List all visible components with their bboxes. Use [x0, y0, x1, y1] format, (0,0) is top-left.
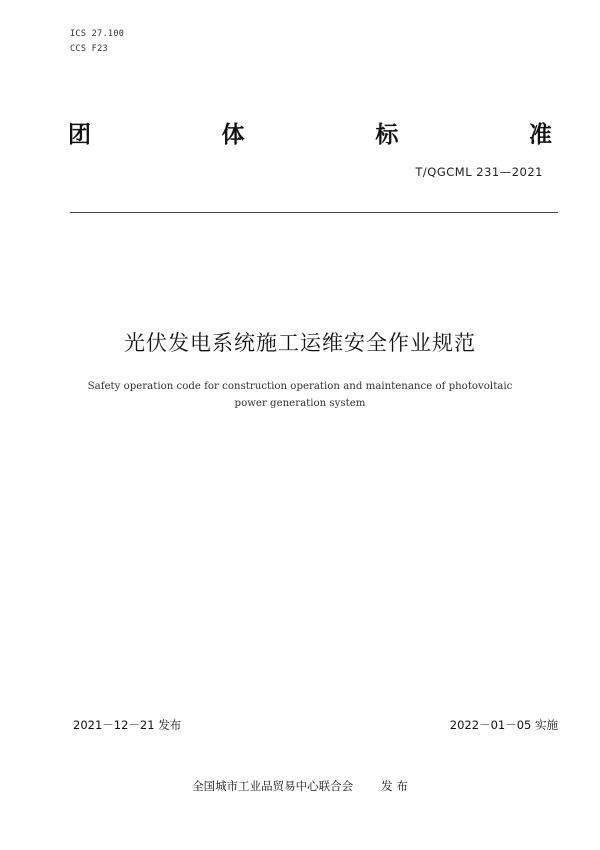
standard-type-char: 体 [221, 122, 245, 148]
standard-type-char: 团 [68, 122, 91, 148]
header-divider [70, 212, 558, 213]
standard-number: T/QGCML 231—2021 [415, 165, 543, 179]
standard-type-char: 准 [528, 122, 552, 148]
publisher-name: 全国城市工业品贸易中心联合会 [192, 779, 354, 793]
ics-code: ICS 27.100 [70, 29, 125, 39]
document-title-english-line2: power generation system [234, 398, 366, 409]
standard-type-heading [68, 116, 552, 149]
standard-type-char: 标 [375, 122, 399, 148]
implementation-date: 2022－01－05 实施 [449, 718, 558, 732]
document-title-english-line1: Safety operation code for construction operation and maintenance of photovoltaic [87, 381, 513, 392]
ccs-code: CCS F23 [70, 44, 108, 54]
document-title-chinese: 光伏发电系统施工运维安全作业规范 [124, 331, 476, 355]
issue-date: 2021－12－21 发布 [73, 718, 182, 732]
publisher-action: 发 布 [381, 779, 408, 793]
publisher-line [0, 778, 600, 794]
